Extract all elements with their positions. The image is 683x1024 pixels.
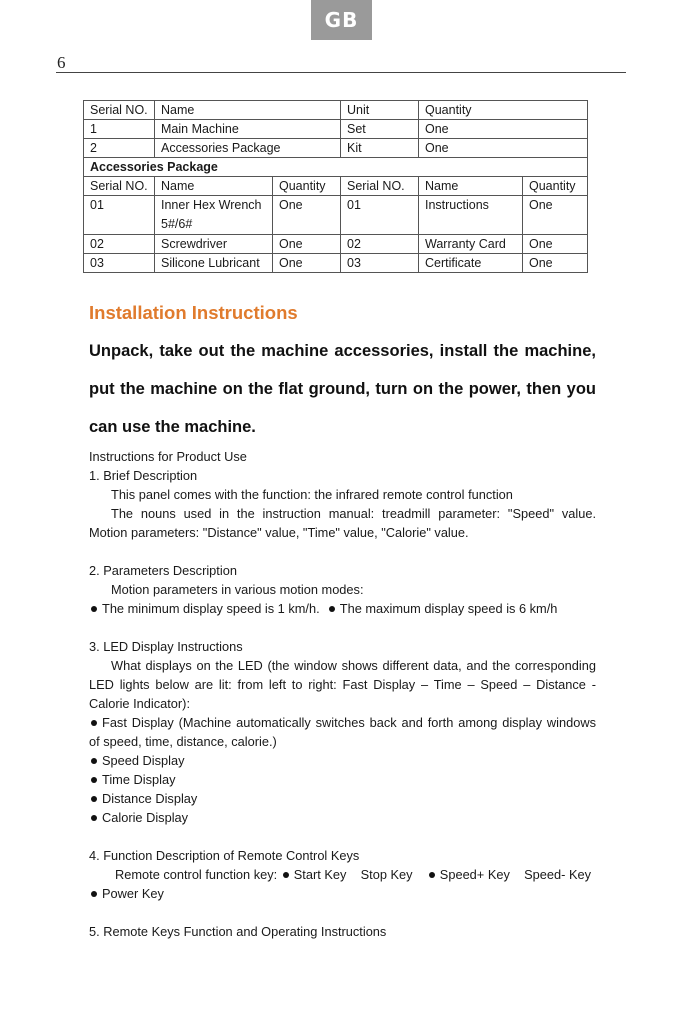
table-cell: One	[419, 139, 588, 158]
table-cell: One	[523, 254, 588, 273]
installation-title: Installation Instructions	[89, 302, 298, 323]
installation-line-2: put the machine on the flat ground, turn on the power, then you	[89, 380, 596, 398]
bullet-icon	[91, 758, 97, 764]
section-5-title: 5. Remote Keys Function and Operating Instructions	[89, 924, 387, 939]
table-cell: Quantity	[523, 177, 588, 196]
bullet-icon	[91, 777, 97, 783]
section-3-bullet	[89, 751, 596, 770]
table-row	[84, 120, 588, 139]
section-2-bullets	[89, 599, 596, 618]
bullet-text: The minimum display speed is 1 km/h.	[102, 601, 320, 616]
table-cell: One	[273, 196, 341, 235]
table-row	[84, 139, 588, 158]
section-1-text: Motion parameters: "Distance" value, "Time" value, "Calorie" value.	[89, 525, 469, 540]
bullet-text: The maximum display speed is 6 km/h	[339, 601, 558, 616]
key-stop: Stop Key	[360, 867, 413, 882]
bullet-text: Time Display	[102, 772, 176, 787]
section-3-bullet	[89, 808, 596, 827]
intro-heading: Instructions for Product Use	[89, 449, 247, 464]
table-cell: 03	[341, 254, 419, 273]
table-cell: Unit	[341, 101, 419, 120]
section-2-title: 2. Parameters Description	[89, 563, 237, 578]
table-cell: Quantity	[273, 177, 341, 196]
table-cell: 2	[84, 139, 155, 158]
table-cell: One	[273, 254, 341, 273]
table-cell: 03	[84, 254, 155, 273]
table-cell: One	[273, 235, 341, 254]
section-1-title: 1. Brief Description	[89, 468, 198, 483]
table-cell: Inner Hex Wrench 5#/6#	[155, 196, 273, 235]
key-speed-plus: Speed+ Key	[439, 867, 510, 882]
table-cell: 02	[341, 235, 419, 254]
header-rule	[56, 72, 626, 73]
bullet-icon	[91, 606, 97, 612]
table-cell: Name	[419, 177, 523, 196]
table-cell: One	[523, 196, 588, 235]
section-4-title: 4. Function Description of Remote Control Keys	[89, 848, 360, 863]
table-cell: Serial NO.	[341, 177, 419, 196]
section-3-title: 3. LED Display Instructions	[89, 639, 243, 654]
bullet-icon	[91, 891, 97, 897]
table-cell: Instructions	[419, 196, 523, 235]
installation-line-1: Unpack, take out the machine accessories, install the machine,	[89, 342, 596, 360]
table-cell: Main Machine	[155, 120, 341, 139]
bullet-text: Distance Display	[102, 791, 198, 806]
table-row	[84, 254, 588, 273]
table-cell: One	[523, 235, 588, 254]
keys-lead: Remote control function key:	[115, 867, 278, 882]
table-cell: Quantity	[419, 101, 588, 120]
table-cell: Name	[155, 177, 273, 196]
table-cell: Screwdriver	[155, 235, 273, 254]
section-4-keys	[89, 884, 596, 903]
table-cell: Serial NO.	[84, 101, 155, 120]
section-3-text: What displays on the LED (the window shows different data, and the corresponding	[111, 658, 596, 673]
contents-table	[83, 100, 588, 273]
section-label: Accessories Package	[84, 158, 588, 177]
installation-line-3: can use the machine.	[89, 418, 256, 436]
bullet-text: Speed Display	[102, 753, 185, 768]
table-cell: 02	[84, 235, 155, 254]
bullet-icon	[329, 606, 335, 612]
section-4-keys	[115, 865, 605, 884]
table-cell: Certificate	[419, 254, 523, 273]
section-3-bullet	[89, 770, 596, 789]
table-cell: 01	[84, 196, 155, 235]
bullet-text: Calorie Display	[102, 810, 189, 825]
table-section-row	[84, 158, 588, 177]
section-3-bullet	[89, 713, 596, 732]
bullet-text: Fast Display (Machine automatically switches back and forth among display windows	[102, 715, 596, 730]
table-header-row	[84, 177, 588, 196]
table-cell: Kit	[341, 139, 419, 158]
section-3-text: Calorie Indicator):	[89, 696, 190, 711]
section-1-text: The nouns used in the instruction manual: treadmill parameter: "Speed" value.	[111, 506, 596, 521]
table-cell: Name	[155, 101, 341, 120]
table-cell: Serial NO.	[84, 177, 155, 196]
key-speed-minus: Speed- Key	[524, 867, 591, 882]
table-row	[84, 235, 588, 254]
key-start: Start Key	[293, 867, 347, 882]
section-3-text: LED lights below are lit: from left to right: Fast Display – Time – Speed – Distance -	[89, 677, 596, 692]
table-cell: One	[419, 120, 588, 139]
table-header-row	[84, 101, 588, 120]
page-number: 6	[57, 53, 66, 72]
table-cell: Warranty Card	[419, 235, 523, 254]
bullet-icon	[283, 872, 289, 878]
table-cell: 01	[341, 196, 419, 235]
bullet-icon	[91, 720, 97, 726]
table-cell: Set	[341, 120, 419, 139]
table-cell: Accessories Package	[155, 139, 341, 158]
table-cell: 1	[84, 120, 155, 139]
key-power: Power Key	[102, 886, 164, 901]
table-row	[84, 196, 588, 235]
bullet-icon	[91, 796, 97, 802]
section-3-bullet	[89, 789, 596, 808]
section-3-text: of speed, time, distance, calorie.)	[89, 734, 277, 749]
bullet-icon	[429, 872, 435, 878]
section-1-text: This panel comes with the function: the infrared remote control function	[111, 487, 513, 502]
table-cell: Silicone Lubricant	[155, 254, 273, 273]
gb-badge: GB	[311, 0, 372, 40]
section-2-text: Motion parameters in various motion modes:	[111, 582, 364, 597]
bullet-icon	[91, 815, 97, 821]
